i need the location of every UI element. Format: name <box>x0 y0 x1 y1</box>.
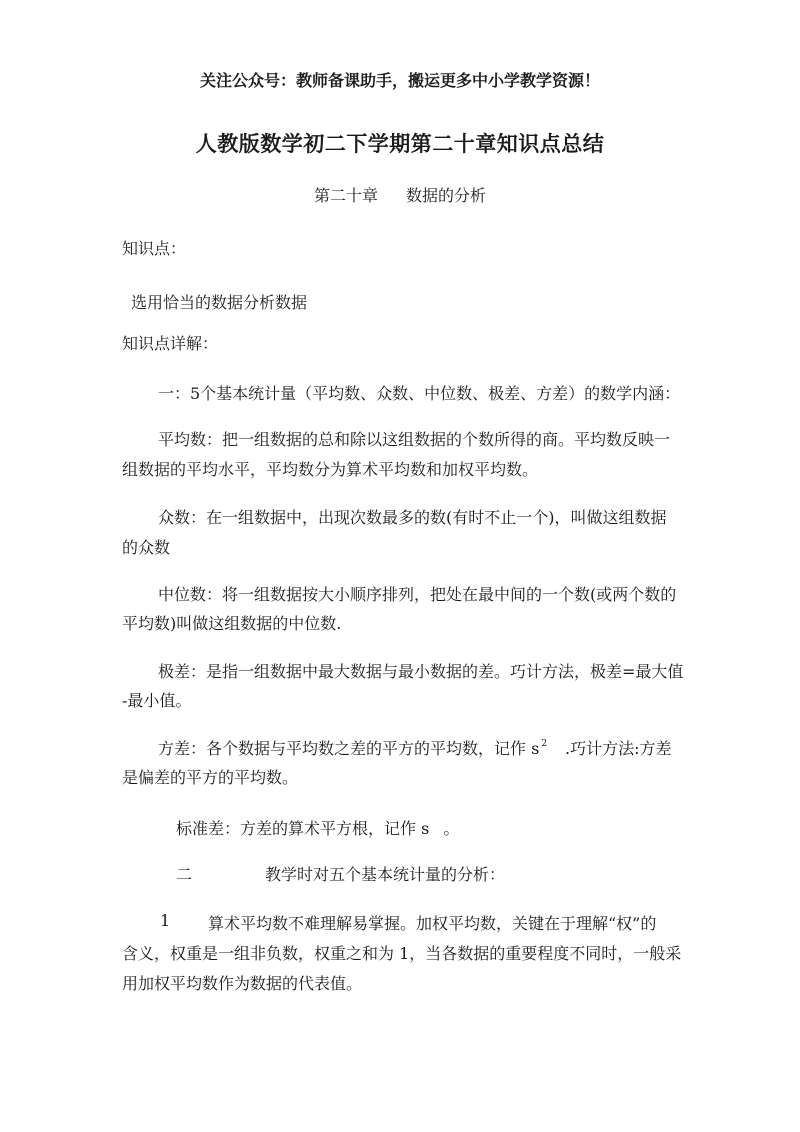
variance-definition-line2: 是偏差的平方的平均数。 <box>122 768 299 787</box>
range-definition-line2: -最小值。 <box>122 691 192 710</box>
variance-definition-line1 <box>158 736 672 759</box>
range-definition-line1: 极差：是指一组数据中最大数据与最小数据的差。巧计方法，极差=最大值 <box>158 662 684 681</box>
mean-definition-line1: 平均数：把一组数据的总和除以这组数据的个数所得的商。平均数反映一 <box>158 430 671 449</box>
variance-text: 方差：各个数据与平均数之差的平方的平均数，记作 s <box>158 739 540 758</box>
item1-line1: 算术平均数不难理解易掌握。加权平均数，关键在于理解“权”的 <box>208 914 657 933</box>
item1-number: 1 <box>160 911 171 930</box>
chapter-name: 数据的分析 <box>406 186 487 205</box>
document-title: 人教版数学初二下学期第二十章知识点总结 <box>195 131 605 156</box>
knowledge-label: 知识点： <box>122 239 187 258</box>
variance-superscript: 2 <box>541 738 548 749</box>
std-end: 。 <box>443 819 460 838</box>
item1-line2: 含义，权重是一组非负数，权重之和为 1，当各数据的重要程度不同时，一般采 <box>122 944 682 963</box>
detail-label: 知识点详解： <box>122 334 219 353</box>
item1-line3: 用加权平均数作为数据的代表值。 <box>122 974 363 993</box>
chapter-number: 第二十章 <box>313 186 378 205</box>
section1-heading: 一：5个基本统计量（平均数、众数、中位数、极差、方差）的数学内涵： <box>158 384 681 403</box>
section2-heading: 教学时对五个基本统计量的分析： <box>265 865 506 884</box>
chapter-heading <box>0 183 800 206</box>
variance-trick: .巧计方法:方差 <box>565 739 672 758</box>
promo-banner: 关注公众号：教师备课助手，搬运更多中小学教学资源！ <box>199 71 600 90</box>
mean-definition-line2: 组数据的平均水平，平均数分为算术平均数和加权平均数。 <box>122 460 539 479</box>
knowledge-item: 选用恰当的数据分析数据 <box>131 293 308 312</box>
mode-definition-line2: 的众数 <box>122 538 171 557</box>
median-definition-line1: 中位数：将一组数据按大小顺序排列，把处在最中间的一个数(或两个数的 <box>158 585 677 604</box>
std-definition <box>176 816 459 839</box>
section2-number: 二 <box>176 865 193 884</box>
std-text: 标准差：方差的算术平方根，记作 s <box>176 819 430 838</box>
median-definition-line2: 平均数)叫做这组数据的中位数. <box>122 614 342 633</box>
mode-definition-line1: 众数：在一组数据中，出现次数最多的数(有时不止一个)，叫做这组数据 <box>158 508 667 527</box>
